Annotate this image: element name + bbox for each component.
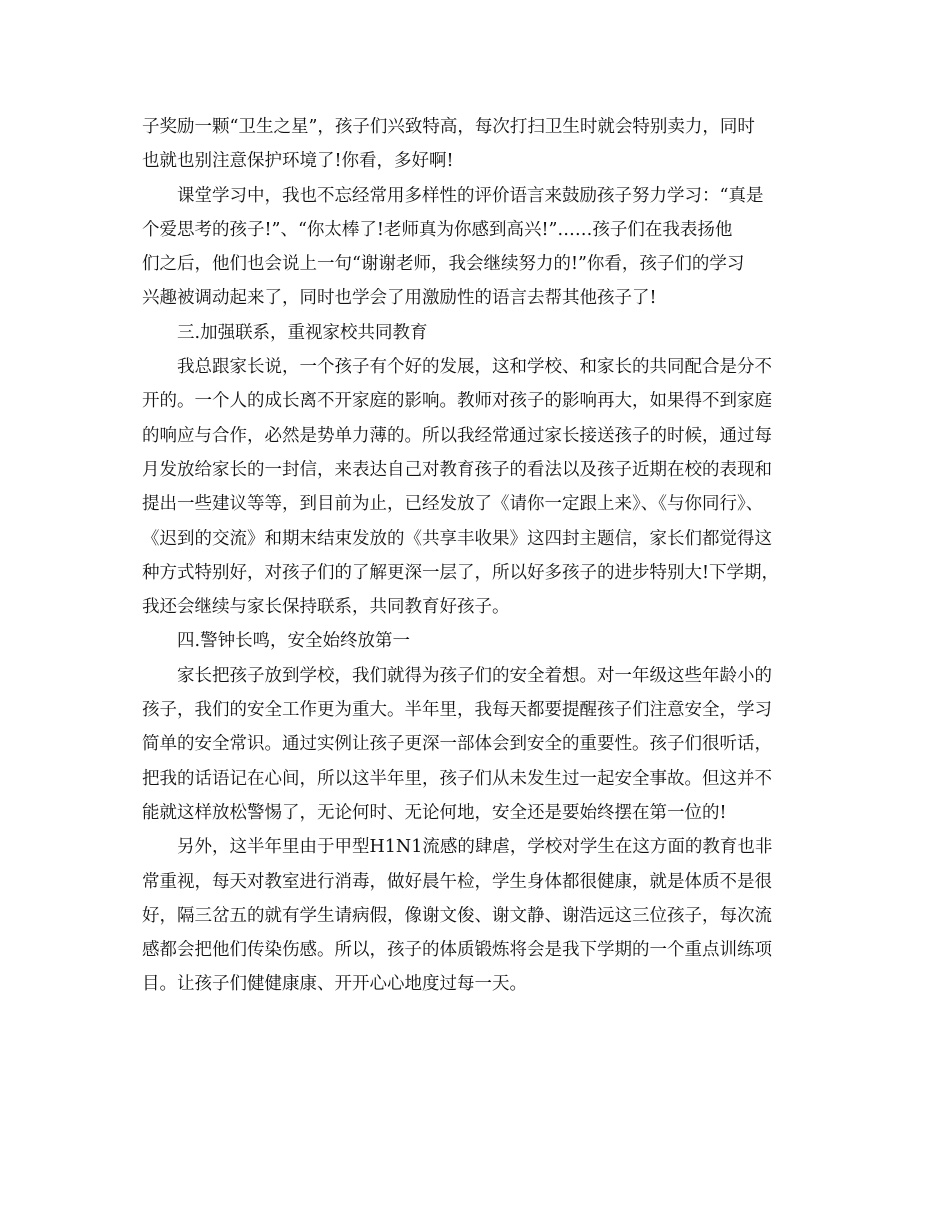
text-line: 提出一些建议等等，到目前为止，已经发放了《请你一定跟上来》、《与你同行》、 — [142, 494, 764, 515]
text-line: 三.加强联系，重视家校共同教育 — [177, 322, 428, 343]
text-line: 开的。一个人的成长离不开家庭的影响。教师对孩子的影响再大，如果得不到家庭 — [142, 391, 772, 412]
text-line: 另外，这半年里由于甲型H1N1流感的肆虐，学校对学生在这方面的教育也非 — [177, 837, 773, 858]
text-line: 把我的话语记在心间，所以这半年里，孩子们从未发生过一起安全事故。但这并不 — [142, 768, 772, 789]
text-line: 目。让孩子们健健康康、开开心心地度过每一天。 — [142, 974, 527, 995]
text-line: 也就也别注意保护环境了!你看，多好啊! — [142, 151, 454, 172]
text-line: 月发放给家长的一封信，来表达自己对教育孩子的看法以及孩子近期在校的表现和 — [142, 459, 772, 480]
text-line: 兴趣被调动起来了，同时也学会了用激励性的语言去帮其他孩子了! — [142, 288, 657, 309]
document-body — [142, 110, 812, 1002]
text-line: 家长把孩子放到学校，我们就得为孩子们的安全着想。对一年级这些年龄小的 — [177, 665, 772, 686]
text-line: 感都会把他们传染伤感。所以，孩子的体质锻炼将会是我下学期的一个重点训练项 — [142, 940, 772, 961]
text-line: 常重视，每天对教室进行消毒，做好晨午检，学生身体都很健康，就是体质不是很 — [142, 871, 772, 892]
text-line: 课堂学习中，我也不忘经常用多样性的评价语言来鼓励孩子努力学习：“真是 — [177, 185, 764, 206]
text-line: 孩子，我们的安全工作更为重大。半年里，我每天都要提醒孩子们注意安全，学习 — [142, 700, 772, 721]
text-line: 简单的安全常识。通过实例让孩子更深一部体会到安全的重要性。孩子们很听话， — [142, 734, 772, 755]
text-line: 四.警钟长鸣，安全始终放第一 — [177, 631, 411, 652]
text-line: 的响应与合作，必然是势单力薄的。所以我经常通过家长接送孩子的时候，通过每 — [142, 425, 772, 446]
text-line: 能就这样放松警惕了，无论何时、无论何地，安全还是要始终摆在第一位的! — [142, 802, 727, 823]
text-line: 种方式特别好，对孩子们的了解更深一层了，所以好多孩子的进步特别大!下学期， — [142, 562, 780, 583]
text-line: 子奖励一颗“卫生之星”，孩子们兴致特高，每次打扫卫生时就会特别卖力，同时 — [142, 117, 755, 137]
text-line: 个爱思考的孩子!”、“你太棒了!老师真为你感到高兴!”……孩子们在我表扬他 — [142, 219, 733, 240]
text-line: 们之后，他们也会说上一句“谢谢老师，我会继续努力的!”你看，孩子们的学习 — [142, 254, 745, 275]
text-line: 好，隔三岔五的就有学生请病假，像谢文俊、谢文静、谢浩远这三位孩子，每次流 — [142, 905, 772, 926]
text-line: 《迟到的交流》和期末结束发放的《共享丰收果》这四封主题信，家长们都觉得这 — [142, 528, 772, 549]
text-line: 我总跟家长说，一个孩子有个好的发展，这和学校、和家长的共同配合是分不 — [177, 357, 772, 378]
text-line: 我还会继续与家长保持联系，共同教育好孩子。 — [142, 597, 510, 618]
